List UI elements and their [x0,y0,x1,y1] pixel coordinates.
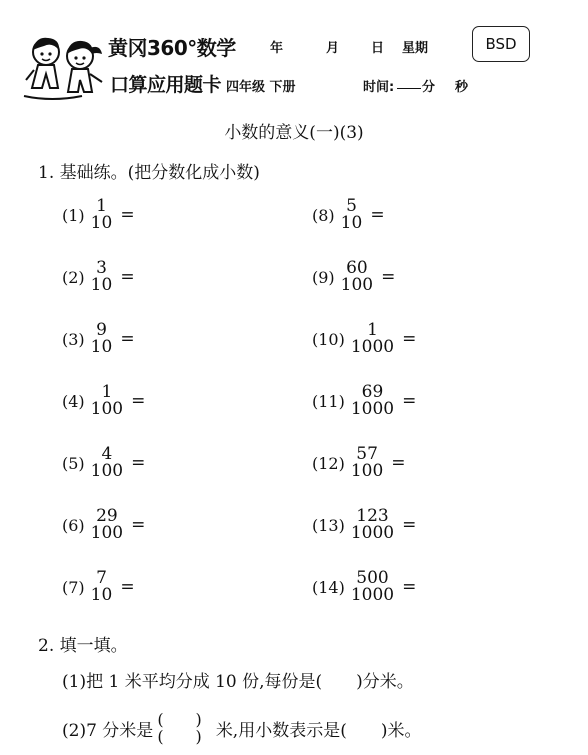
equals-sign: = [120,205,135,226]
exercise-item [62,508,145,543]
second-label: 秒 [455,80,469,95]
item-number: (12) [312,453,345,473]
equals-sign: = [402,515,417,536]
brand-subtitle: 口算应用题卡 [110,74,222,96]
fraction [90,446,124,481]
equals-sign: = [120,577,135,598]
q2-suffix: 米,用小数表示是( )米。 [215,721,422,742]
date-day-label: 日 [371,41,385,56]
fraction-denominator: 10 [90,213,113,234]
fraction-numerator: 500 [356,568,389,588]
fraction-numerator: 57 [356,444,378,464]
fraction-denominator: 100 [350,461,384,482]
exercise-item [62,570,135,605]
fraction-denominator: 10 [90,337,113,358]
item-number: (11) [312,391,345,411]
q2-blank-bottom[interactable]: ( ) [157,726,202,746]
exercise-item [62,384,145,419]
exercise-item [312,198,385,233]
fraction [340,260,374,295]
item-number: (5) [62,453,85,473]
fraction [350,570,395,605]
fraction [90,260,114,295]
fraction-numerator: 60 [346,258,368,278]
fraction-denominator: 1000 [350,337,395,358]
fraction-numerator: 1 [96,196,107,216]
fraction [90,570,114,605]
item-number: (2) [62,267,85,287]
fraction-numerator: 1 [367,320,378,340]
exercise-item [312,322,416,357]
lesson-title: 小数的意义(一)(3) [224,123,364,143]
fraction [90,198,114,233]
item-number: (10) [312,329,345,349]
fraction [90,508,124,543]
grade-semester: 四年级 下册 [226,80,296,95]
q2-fraction-blank[interactable] [157,712,202,746]
exercise-item [312,446,406,481]
q2-blank-top[interactable]: ( ) [157,710,202,729]
fraction-denominator: 1000 [350,399,395,420]
exercise-item [62,446,145,481]
fraction-denominator: 10 [90,585,113,606]
equals-sign: = [131,453,146,474]
fraction-numerator: 3 [96,258,107,278]
fill-question-2 [62,712,421,746]
section1-heading: 1. 基础练。(把分数化成小数) [38,163,260,183]
fraction [90,384,124,419]
item-number: (8) [312,205,335,225]
item-number: (7) [62,577,85,597]
fraction-numerator: 9 [96,320,107,340]
item-number: (6) [62,515,85,535]
fraction-numerator: 69 [361,382,384,402]
equals-sign: = [381,267,396,288]
equals-sign: = [131,515,146,536]
equals-sign: = [131,391,146,412]
fraction-denominator: 100 [90,399,124,420]
fraction-denominator: 100 [90,523,124,544]
date-weekday-label: 星期 [402,41,429,56]
fraction-denominator: 10 [90,275,113,296]
date-month-label: 月 [326,41,340,56]
q2-prefix: (2)7 分米是 [62,721,154,742]
item-number: (4) [62,391,85,411]
time-label: 时间: [363,80,395,95]
fraction [350,446,384,481]
equals-sign: = [402,391,417,412]
fill-question-1: (1)把 1 米平均分成 10 份,每份是( )分米。 [62,672,414,692]
cartoon-children-logo [22,30,110,102]
fraction [350,508,395,543]
equals-sign: = [120,329,135,350]
equals-sign: = [370,205,385,226]
brand-title: 黄冈360°数学 [108,36,236,60]
item-number: (9) [312,267,335,287]
equals-sign: = [402,329,417,350]
exercise-item [312,508,416,543]
equals-sign: = [120,267,135,288]
fraction-denominator: 1000 [350,585,395,606]
fraction-denominator: 100 [90,461,124,482]
item-number: (1) [62,205,85,225]
equals-sign: = [402,577,417,598]
section2-heading: 2. 填一填。 [38,636,128,656]
fraction-numerator: 1 [101,382,113,402]
fraction-numerator: 7 [96,568,107,588]
fraction-denominator: 1000 [350,523,395,544]
equals-sign: = [391,453,406,474]
fraction-numerator: 29 [96,506,118,526]
fraction [350,384,395,419]
fraction-numerator: 4 [101,444,113,464]
item-number: (14) [312,577,345,597]
fraction-numerator: 5 [346,196,357,216]
fraction-denominator: 100 [340,275,374,296]
date-year-label: 年 [270,41,284,56]
item-number: (13) [312,515,345,535]
fraction-denominator: 10 [340,213,363,234]
fraction-numerator: 123 [356,506,389,526]
exercise-item [62,260,135,295]
exercise-item [62,322,135,357]
fraction [340,198,364,233]
edition-badge: BSD [472,26,530,62]
exercise-item [312,570,416,605]
fraction [90,322,114,357]
time-blank-line[interactable] [397,88,421,89]
exercise-item [312,260,395,295]
minute-label: 分 [422,80,436,95]
fraction [350,322,395,357]
exercise-item [312,384,416,419]
item-number: (3) [62,329,85,349]
exercise-item [62,198,135,233]
